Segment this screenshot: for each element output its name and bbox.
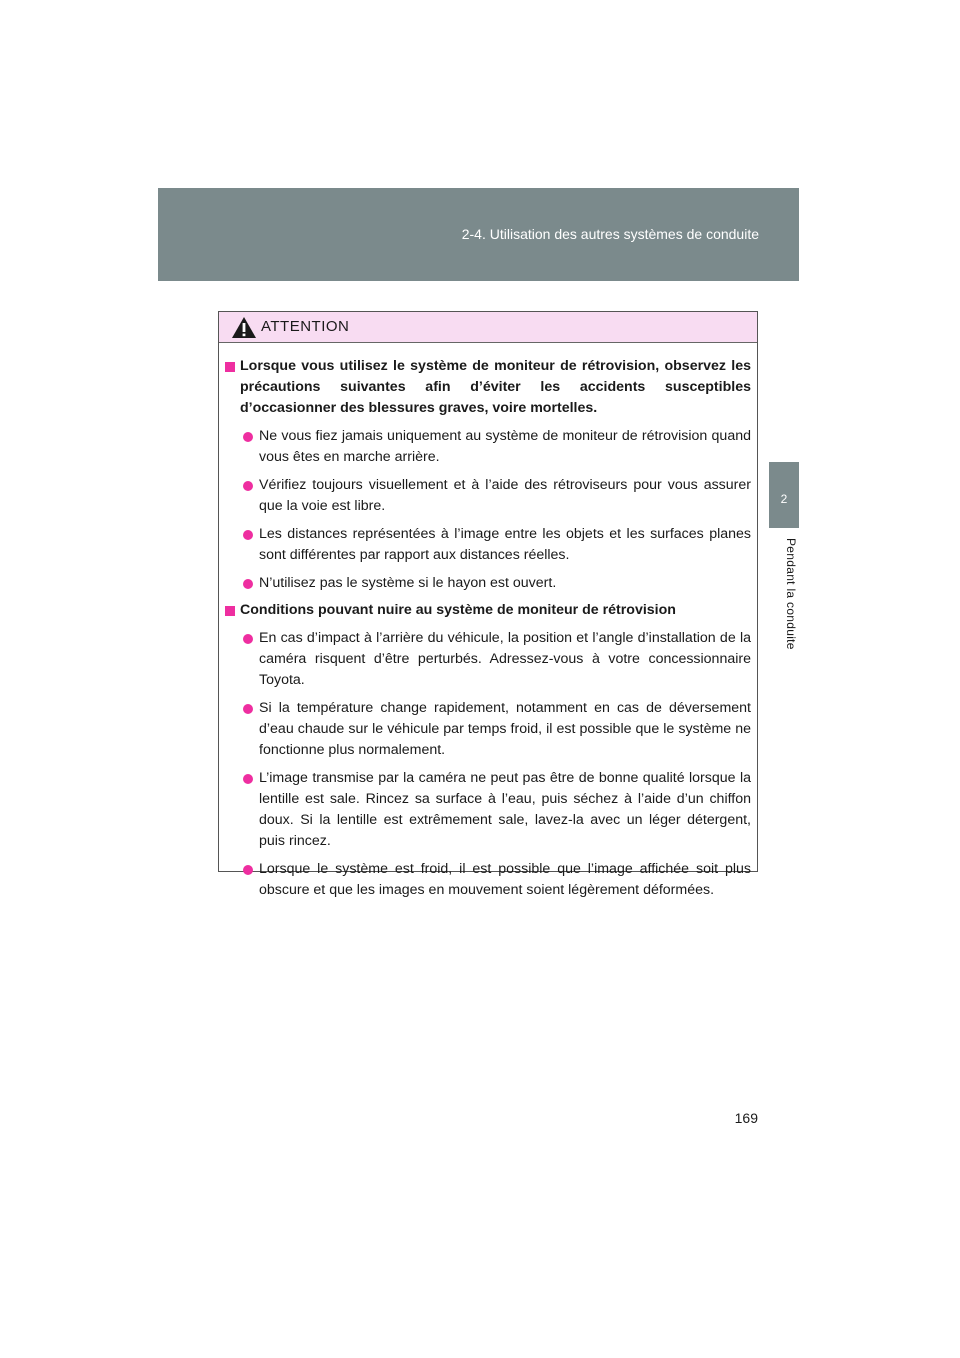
list-item-text: Lorsque le système est froid, il est possible que l’image affichée soit plus obscure et que les images en mouvement soient légèrement déformées. (259, 861, 751, 898)
page-number: 169 (734, 1110, 758, 1126)
chapter-number: 2 (780, 492, 788, 506)
square-bullet-icon (225, 606, 235, 616)
round-bullet-icon (243, 865, 253, 875)
header-band (158, 188, 799, 281)
warning-title: ATTENTION (261, 318, 350, 335)
section-heading (225, 600, 751, 621)
list-item-text: L’image transmise par la caméra ne peut pas être de bonne qualité lorsque la lentille est sale. Rincez sa surface à l’eau, puis séchez à l’aide d’un chiffon doux. Si la lentille est extrêmement sale, lavez-la avec un léger détergent, puis rincez. (259, 770, 751, 849)
square-bullet-icon (225, 362, 235, 372)
list-item (243, 628, 751, 691)
list-item (243, 698, 751, 761)
list-item-text: Vérifiez toujours visuellement et à l’aide des rétroviseurs pour vous assurer que la voie est libre. (259, 477, 751, 514)
chapter-tab (769, 462, 799, 528)
list-item (243, 524, 751, 566)
list-item-text: En cas d’impact à l’arrière du véhicule, la position et l’angle d’installation de la caméra risquent d’être perturbés. Adressez-vous à votre concessionnaire Toyota. (259, 630, 751, 688)
list-item (243, 859, 751, 901)
warning-body (219, 343, 757, 901)
list-item-text: Ne vous fiez jamais uniquement au système de moniteur de rétrovision quand vous êtes en marche arrière. (259, 428, 751, 465)
list-item (243, 768, 751, 852)
round-bullet-icon (243, 704, 253, 714)
list-item (243, 573, 751, 594)
section-heading-text: Conditions pouvant nuire au système de moniteur de rétrovision (240, 602, 676, 618)
warning-triangle-icon (231, 316, 257, 339)
round-bullet-icon (243, 530, 253, 540)
round-bullet-icon (243, 579, 253, 589)
warning-box (218, 311, 758, 898)
list-item-text: N’utilisez pas le système si le hayon est ouvert. (259, 575, 557, 591)
list-item-text: Les distances représentées à l’image entre les objets et les surfaces planes sont différentes par rapport aux distances réelles. (259, 526, 751, 563)
list-item (243, 475, 751, 517)
round-bullet-icon (243, 774, 253, 784)
section-heading (225, 356, 751, 419)
section-heading-text: Lorsque vous utilisez le système de moniteur de rétrovision, observez les précautions suivantes afin d’éviter les accidents susceptibles d’occasionner des blessures graves, voire mortelles. (240, 358, 751, 416)
bullet-list (243, 426, 751, 594)
section-title: 2-4. Utilisation des autres systèmes de conduite (461, 226, 759, 242)
bullet-list (243, 628, 751, 901)
round-bullet-icon (243, 481, 253, 491)
list-item-text: Si la température change rapidement, notamment en cas de déversement d’eau chaude sur le véhicule par temps froid, il est possible que le système ne fonctionne plus normalement. (259, 700, 751, 758)
list-item (243, 426, 751, 468)
chapter-label: Pendant la conduite (784, 538, 798, 650)
round-bullet-icon (243, 432, 253, 442)
warning-header (219, 312, 757, 343)
round-bullet-icon (243, 634, 253, 644)
